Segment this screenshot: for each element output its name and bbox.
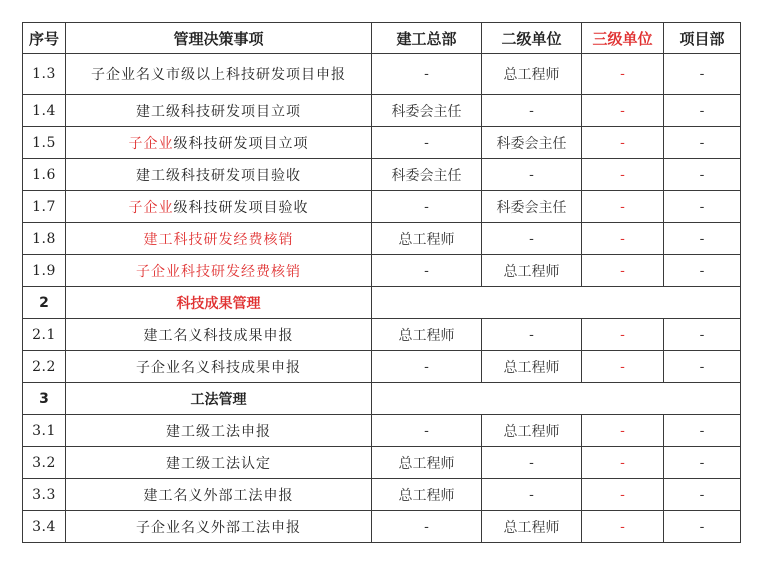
project-role: - [664, 159, 741, 191]
row-number: 2.1 [23, 319, 66, 351]
table-row [23, 191, 741, 223]
decision-item: 建工名义外部工法申报 [66, 479, 372, 511]
level2-role: 科委会主任 [482, 191, 582, 223]
section-filler [372, 287, 741, 319]
decision-item: 子企业科技研发经费核销 [66, 255, 372, 287]
row-number: 1.4 [23, 95, 66, 127]
row-number: 1.5 [23, 127, 66, 159]
hq-role: - [372, 54, 482, 95]
section-row [23, 287, 741, 319]
project-role: - [664, 191, 741, 223]
table-row [23, 54, 741, 95]
project-role: - [664, 351, 741, 383]
table-row [23, 159, 741, 191]
level3-role: - [582, 223, 664, 255]
header-decision-item: 管理决策事项 [66, 23, 372, 54]
level2-role: - [482, 319, 582, 351]
section-number: 2 [23, 287, 66, 319]
level3-role: - [582, 479, 664, 511]
row-number: 1.3 [23, 54, 66, 95]
level3-role: - [582, 415, 664, 447]
hq-role: 科委会主任 [372, 95, 482, 127]
decision-item: 子企业名义市级以上科技研发项目申报 [66, 54, 372, 95]
decision-authority-table [22, 22, 741, 543]
decision-item: 子企业名义科技成果申报 [66, 351, 372, 383]
level2-role: 总工程师 [482, 255, 582, 287]
row-number: 1.9 [23, 255, 66, 287]
level2-role: - [482, 447, 582, 479]
table-row [23, 95, 741, 127]
level3-role: - [582, 95, 664, 127]
table-row [23, 127, 741, 159]
hq-role: 总工程师 [372, 223, 482, 255]
decision-item-rest: 级科技研发项目验收 [173, 199, 309, 216]
decision-item [66, 127, 372, 159]
row-number: 2.2 [23, 351, 66, 383]
level2-role: 科委会主任 [482, 127, 582, 159]
project-role: - [664, 447, 741, 479]
decision-item: 建工级科技研发项目立项 [66, 95, 372, 127]
level3-role: - [582, 191, 664, 223]
level3-role: - [582, 447, 664, 479]
section-title: 工法管理 [66, 383, 372, 415]
project-role: - [664, 319, 741, 351]
hq-role: 总工程师 [372, 479, 482, 511]
header-row [23, 23, 741, 54]
section-number: 3 [23, 383, 66, 415]
row-number: 3.1 [23, 415, 66, 447]
decision-item: 建工科技研发经费核销 [66, 223, 372, 255]
table-row [23, 415, 741, 447]
table-row [23, 511, 741, 543]
row-number: 1.7 [23, 191, 66, 223]
decision-item-highlight: 子企业 [128, 135, 174, 152]
level2-role: 总工程师 [482, 511, 582, 543]
level2-role: - [482, 223, 582, 255]
section-title: 科技成果管理 [66, 287, 372, 319]
table-row [23, 479, 741, 511]
hq-role: - [372, 415, 482, 447]
hq-role: - [372, 127, 482, 159]
section-row [23, 383, 741, 415]
project-role: - [664, 415, 741, 447]
row-number: 3.2 [23, 447, 66, 479]
hq-role: 科委会主任 [372, 159, 482, 191]
decision-item: 建工名义科技成果申报 [66, 319, 372, 351]
table-row [23, 319, 741, 351]
decision-table-container [22, 22, 740, 543]
table-row [23, 255, 741, 287]
hq-role: - [372, 191, 482, 223]
row-number: 3.3 [23, 479, 66, 511]
table-row [23, 351, 741, 383]
project-role: - [664, 479, 741, 511]
project-role: - [664, 223, 741, 255]
header-project-dept: 项目部 [664, 23, 741, 54]
level3-role: - [582, 54, 664, 95]
project-role: - [664, 511, 741, 543]
decision-item: 子企业名义外部工法申报 [66, 511, 372, 543]
project-role: - [664, 127, 741, 159]
project-role: - [664, 255, 741, 287]
level3-role: - [582, 351, 664, 383]
table-row [23, 223, 741, 255]
table-row [23, 447, 741, 479]
header-level3-unit: 三级单位 [582, 23, 664, 54]
level2-role: - [482, 95, 582, 127]
decision-item: 建工级工法申报 [66, 415, 372, 447]
level2-role: - [482, 159, 582, 191]
hq-role: 总工程师 [372, 447, 482, 479]
header-level2-unit: 二级单位 [482, 23, 582, 54]
hq-role: - [372, 511, 482, 543]
row-number: 1.6 [23, 159, 66, 191]
row-number: 3.4 [23, 511, 66, 543]
decision-item: 建工级科技研发项目验收 [66, 159, 372, 191]
decision-item-highlight: 子企业 [128, 199, 174, 216]
hq-role: 总工程师 [372, 319, 482, 351]
header-serial: 序号 [23, 23, 66, 54]
row-number: 1.8 [23, 223, 66, 255]
level3-role: - [582, 255, 664, 287]
decision-item: 建工级工法认定 [66, 447, 372, 479]
level2-role: 总工程师 [482, 351, 582, 383]
level3-role: - [582, 511, 664, 543]
level3-role: - [582, 159, 664, 191]
level3-role: - [582, 319, 664, 351]
section-filler [372, 383, 741, 415]
level2-role: 总工程师 [482, 54, 582, 95]
level3-role: - [582, 127, 664, 159]
decision-item-rest: 级科技研发项目立项 [173, 135, 309, 152]
hq-role: - [372, 351, 482, 383]
hq-role: - [372, 255, 482, 287]
decision-item [66, 191, 372, 223]
project-role: - [664, 54, 741, 95]
level2-role: 总工程师 [482, 415, 582, 447]
project-role: - [664, 95, 741, 127]
header-hq: 建工总部 [372, 23, 482, 54]
level2-role: - [482, 479, 582, 511]
